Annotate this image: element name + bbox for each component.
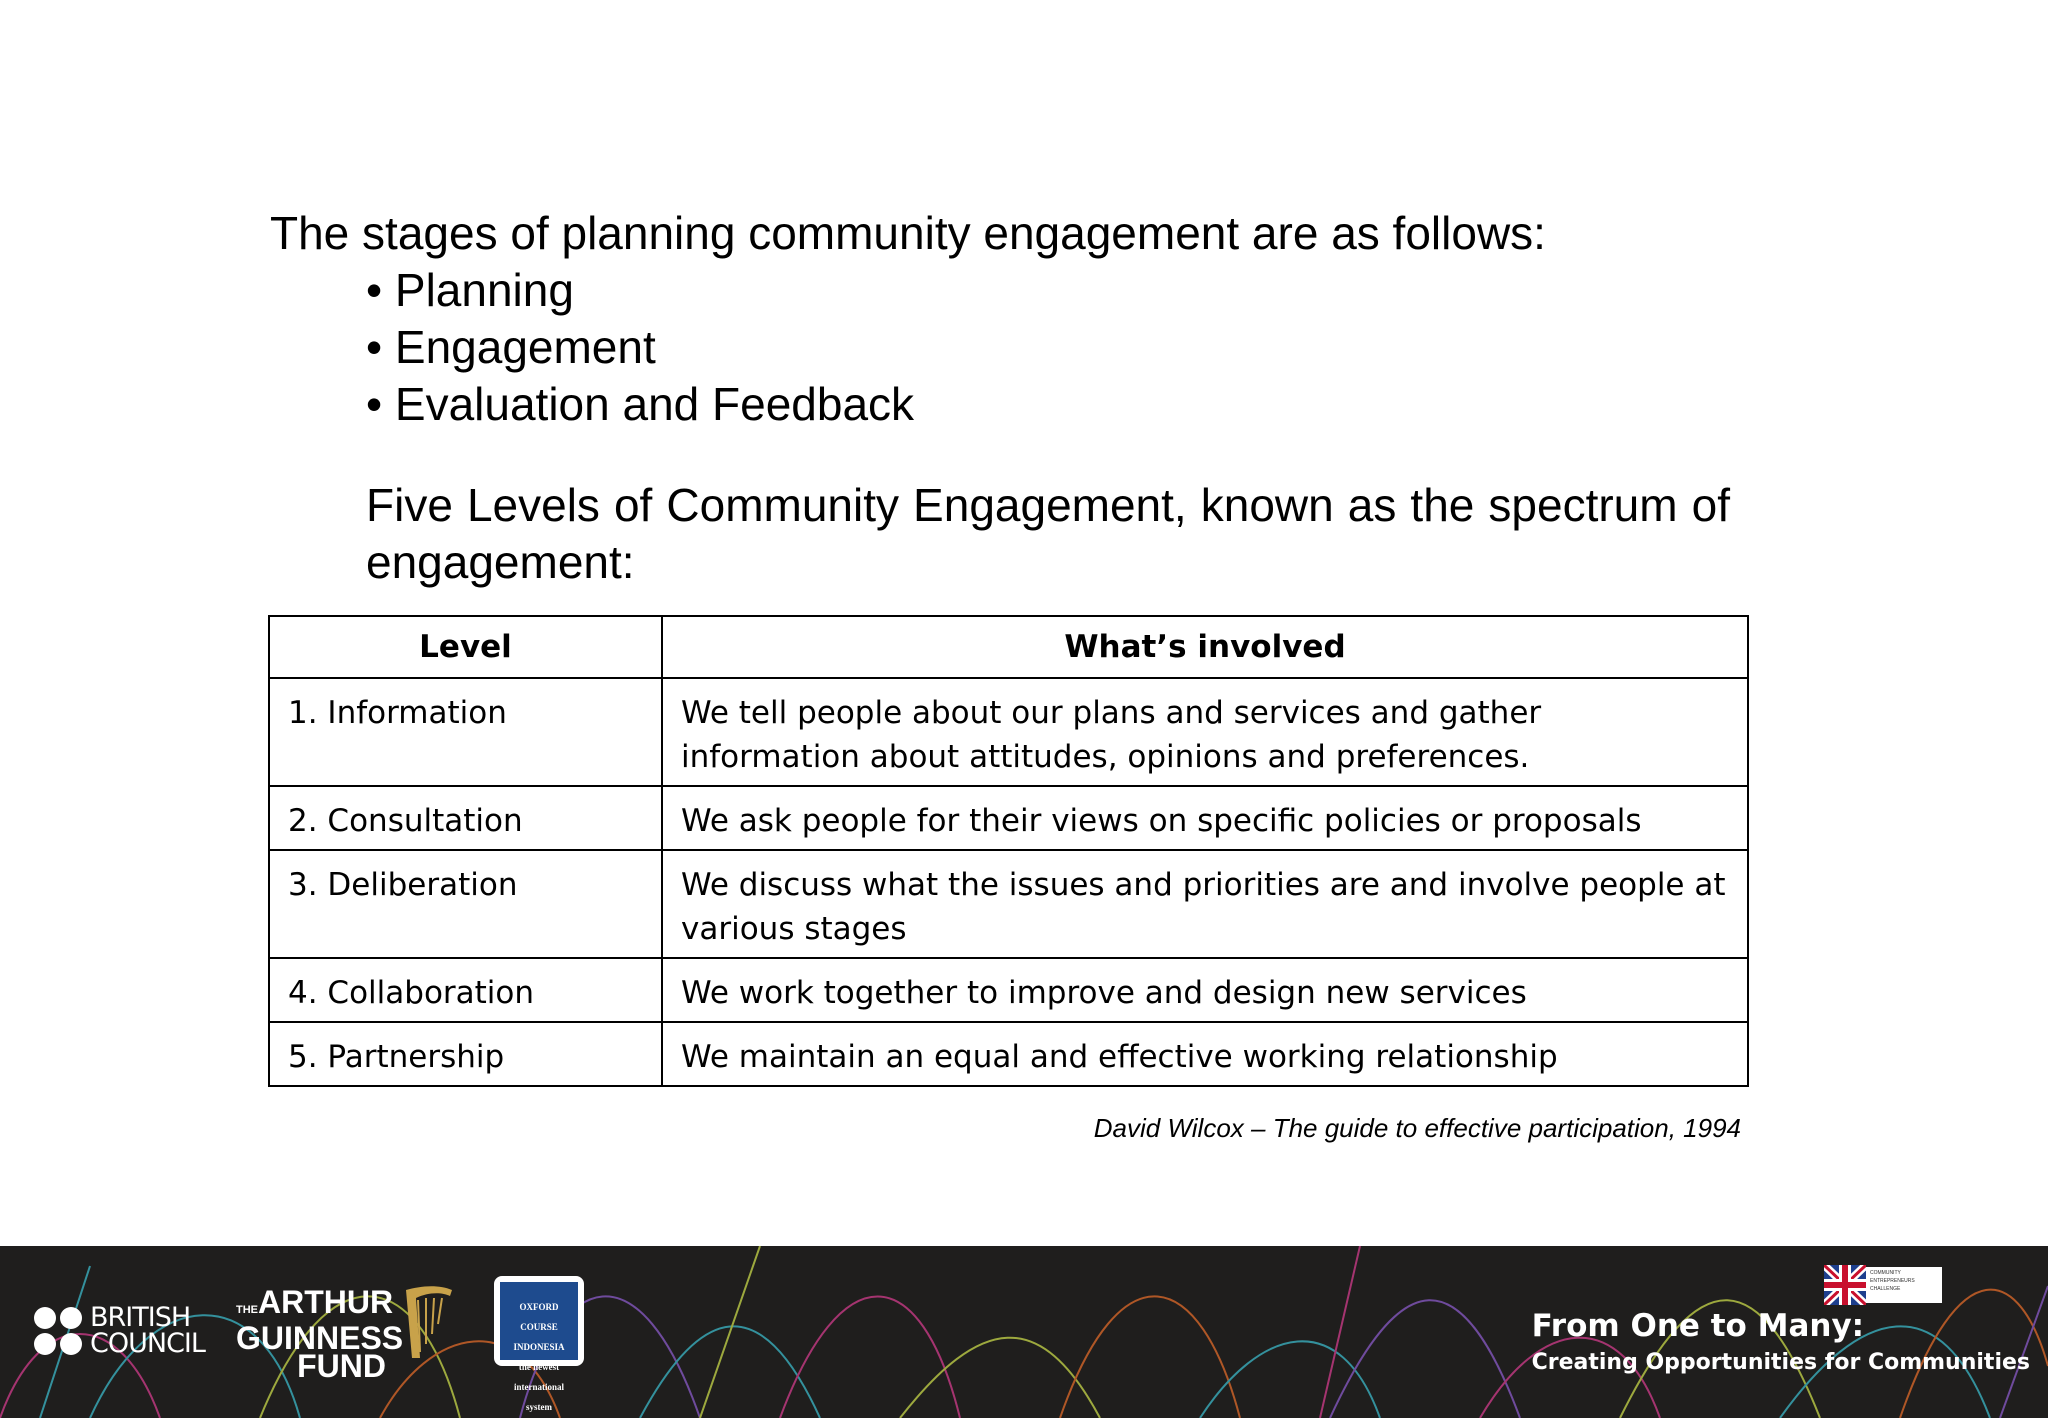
cec-logo bbox=[1866, 1267, 1942, 1303]
description-cell: We tell people about our plans and services and gather information about attitudes, opinions and preferences. bbox=[662, 678, 1748, 786]
uk-flag-icon bbox=[1824, 1265, 1866, 1305]
oci-line: COURSE bbox=[520, 1322, 558, 1332]
oci-line: international bbox=[513, 1382, 564, 1392]
oci-line: INDONESIA bbox=[513, 1342, 565, 1352]
oci-line: system bbox=[526, 1402, 552, 1412]
engagement-spectrum-table bbox=[268, 615, 1749, 1087]
level-cell: 4. Collaboration bbox=[269, 958, 662, 1022]
oci-line: OXFORD bbox=[519, 1302, 559, 1312]
level-cell: 1. Information bbox=[269, 678, 662, 786]
level-cell: 3. Deliberation bbox=[269, 850, 662, 958]
ag-line: ARTHUR bbox=[258, 1284, 394, 1320]
tagline-subtitle: Creating Opportunities for Communities bbox=[1531, 1350, 2030, 1375]
description-cell: We work together to improve and design new services bbox=[662, 958, 1748, 1022]
column-header-involved: What’s involved bbox=[662, 616, 1748, 678]
british-council-dots-icon bbox=[34, 1307, 82, 1355]
ag-line: FUND bbox=[297, 1348, 386, 1384]
british-council-logo bbox=[34, 1302, 205, 1359]
level-cell: 5. Partnership bbox=[269, 1022, 662, 1086]
intro-heading: The stages of planning community engagement are as follows: bbox=[270, 207, 1546, 259]
intro-section bbox=[270, 205, 1740, 433]
harp-icon bbox=[398, 1286, 456, 1362]
oci-line: the newest bbox=[518, 1362, 560, 1372]
table-header-row bbox=[269, 616, 1748, 678]
table-row bbox=[269, 678, 1748, 786]
british-council-line: COUNCIL bbox=[90, 1328, 205, 1359]
stage-item: • Engagement bbox=[366, 319, 1740, 376]
description-cell: We ask people for their views on specific policies or proposals bbox=[662, 786, 1748, 850]
ag-line: GUINNESS bbox=[236, 1320, 404, 1356]
table-row bbox=[269, 1022, 1748, 1086]
british-council-line: BRITISH bbox=[90, 1302, 191, 1333]
ag-the: THE bbox=[236, 1304, 258, 1316]
citation: David Wilcox – The guide to effective participation, 1994 bbox=[1093, 1113, 1741, 1143]
description-cell: We maintain an equal and effective working relationship bbox=[662, 1022, 1748, 1086]
table-row bbox=[269, 850, 1748, 958]
levels-intro: Five Levels of Community Engagement, known as the spectrum of engagement: bbox=[366, 479, 1730, 588]
stages-list bbox=[270, 262, 1740, 433]
tagline bbox=[1532, 1306, 2030, 1380]
table-row bbox=[269, 786, 1748, 850]
column-header-level: Level bbox=[269, 616, 662, 678]
stage-item: • Planning bbox=[366, 262, 1740, 319]
cec-line: CHALLENGE bbox=[1870, 1286, 1901, 1292]
table-row bbox=[269, 958, 1748, 1022]
stage-item: • Evaluation and Feedback bbox=[366, 376, 1740, 433]
oxford-course-indonesia-logo bbox=[494, 1276, 584, 1412]
tagline-title: From One to Many: bbox=[1531, 1308, 1865, 1344]
cec-line: COMMUNITY bbox=[1870, 1270, 1901, 1276]
description-cell: We discuss what the issues and priorities are and involve people at various stages bbox=[662, 850, 1748, 958]
level-cell: 2. Consultation bbox=[269, 786, 662, 850]
arthur-guinness-fund-logo bbox=[236, 1284, 404, 1384]
cec-line: ENTREPRENEURS bbox=[1870, 1278, 1915, 1284]
